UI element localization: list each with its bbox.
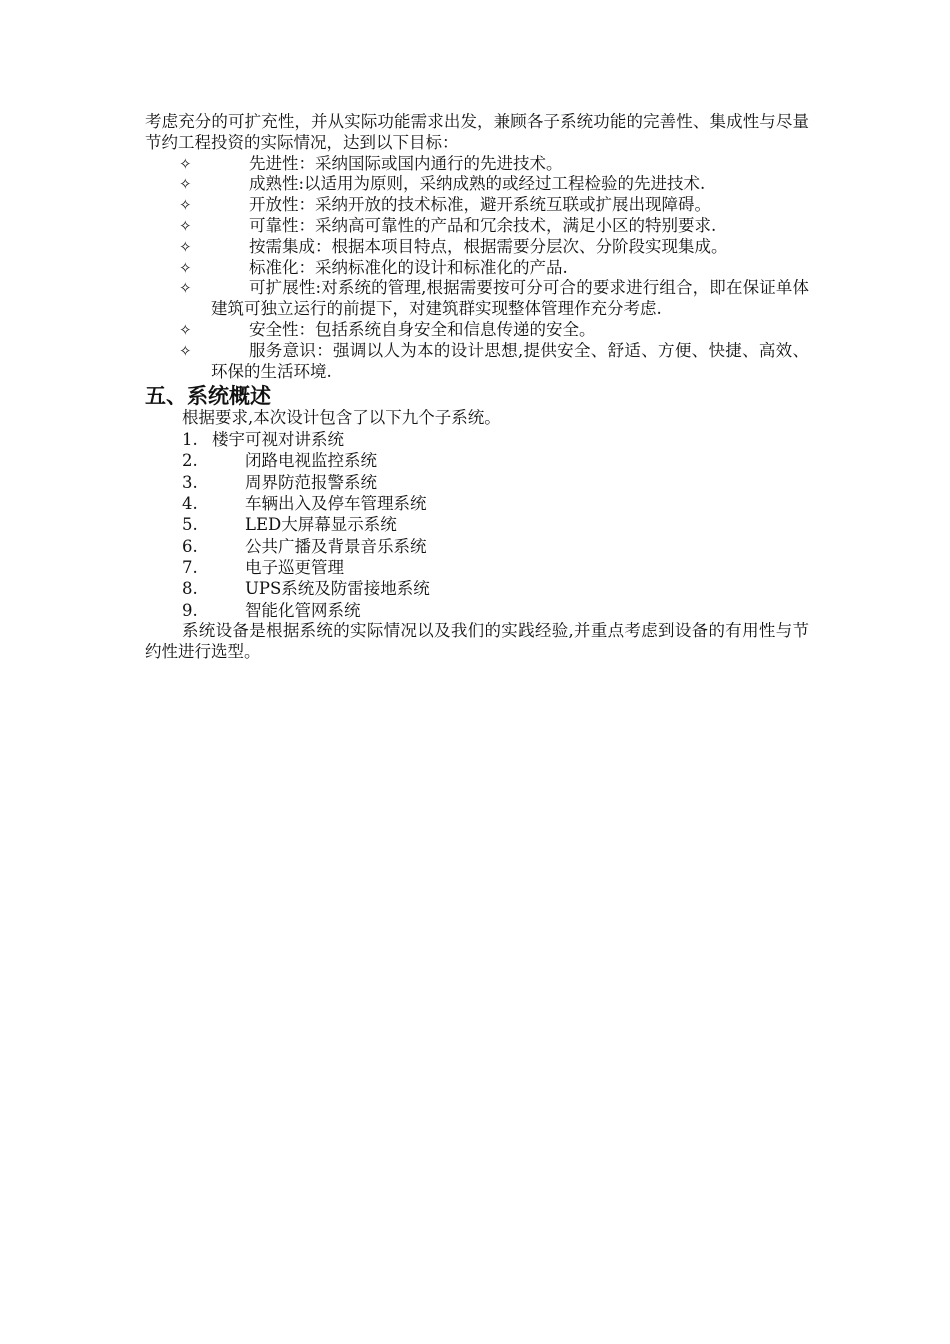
subsystem-label: 楼宇可视对讲系统 [212, 430, 344, 450]
goal-text: 标准化：采纳标准化的设计和标准化的产品. [249, 257, 568, 277]
diamond-bullet-icon: ✧ [179, 279, 192, 298]
goal-text: 服务意识：强调以人为本的设计思想,提供安全、舒适、方便、快捷、高效、环保的生活环境. [211, 340, 809, 381]
subsystem-list [145, 429, 809, 621]
goal-item [145, 216, 809, 237]
diamond-bullet-icon: ✧ [179, 154, 192, 173]
goal-item [145, 320, 809, 341]
subsystem-item [145, 557, 809, 578]
subsystem-item [145, 429, 809, 450]
diamond-bullet-icon: ✧ [179, 216, 192, 235]
goal-item [145, 174, 809, 195]
item-number: 7. [182, 557, 198, 577]
item-number: 3. [182, 472, 198, 492]
goal-item [145, 341, 809, 383]
subsystem-item [145, 493, 809, 514]
diamond-bullet-icon: ✧ [179, 258, 192, 277]
item-number: 8. [182, 579, 198, 599]
item-number: 9. [182, 600, 198, 620]
section-intro: 根据要求,本次设计包含了以下九个子系统。 [182, 408, 501, 428]
goal-item [145, 237, 809, 258]
subsystem-label: UPS系统及防雷接地系统 [245, 579, 430, 599]
goal-text: 可靠性：采纳高可靠性的产品和冗余技术，满足小区的特别要求. [249, 215, 717, 235]
diamond-bullet-icon: ✧ [179, 237, 192, 256]
subsystem-item [145, 578, 809, 599]
goals-list [145, 154, 809, 383]
goal-text: 成熟性:以适用为原则，采纳成熟的或经过工程检验的先进技术. [249, 174, 706, 194]
diamond-bullet-icon: ✧ [179, 341, 192, 360]
section-heading: 五、系统概述 [145, 384, 271, 409]
subsystem-item [145, 600, 809, 621]
item-number: 1. [182, 430, 198, 450]
subsystem-label: LED大屏幕显示系统 [245, 515, 397, 535]
goal-item [145, 154, 809, 175]
subsystem-label: 闭路电视监控系统 [245, 451, 377, 471]
item-number: 6. [182, 536, 198, 556]
intro-paragraph: 考虑充分的可扩充性，并从实际功能需求出发，兼顾各子系统功能的完善性、集成性与尽量节约工程投资的实际情况，达到以下目标： [145, 112, 809, 152]
goal-text: 开放性：采纳开放的技术标准，避开系统互联或扩展出现障碍。 [249, 195, 711, 215]
subsystem-item [145, 472, 809, 493]
subsystem-label: 周界防范报警系统 [245, 472, 377, 492]
goal-item [145, 278, 809, 320]
goal-text: 可扩展性:对系统的管理,根据需要按可分可合的要求进行组合，即在保证单体建筑可独立运行的前提下，对建筑群实现整体管理作充分考虑. [211, 278, 809, 319]
page-content [145, 112, 809, 662]
subsystem-item [145, 450, 809, 471]
item-number: 4. [182, 494, 198, 514]
diamond-bullet-icon: ✧ [179, 175, 192, 194]
goal-item [145, 258, 809, 279]
subsystem-label: 车辆出入及停车管理系统 [245, 494, 427, 514]
subsystem-label: 公共广播及背景音乐系统 [245, 536, 427, 556]
goal-text: 按需集成：根据本项目特点，根据需要分层次、分阶段实现集成。 [249, 236, 728, 256]
subsystem-item [145, 536, 809, 557]
subsystem-label: 电子巡更管理 [245, 557, 344, 577]
goal-text: 安全性：包括系统自身安全和信息传递的安全。 [249, 319, 596, 339]
item-number: 2. [182, 451, 198, 471]
closing-paragraph: 系统设备是根据系统的实际情况以及我们的实践经验,并重点考虑到设备的有用性与节约性进行选型。 [145, 620, 809, 661]
subsystem-item [145, 514, 809, 535]
item-number: 5. [182, 515, 198, 535]
goal-text: 先进性：采纳国际或国内通行的先进技术。 [249, 153, 563, 173]
goal-item [145, 195, 809, 216]
subsystem-label: 智能化管网系统 [245, 600, 361, 620]
diamond-bullet-icon: ✧ [179, 196, 192, 215]
diamond-bullet-icon: ✧ [179, 320, 192, 339]
